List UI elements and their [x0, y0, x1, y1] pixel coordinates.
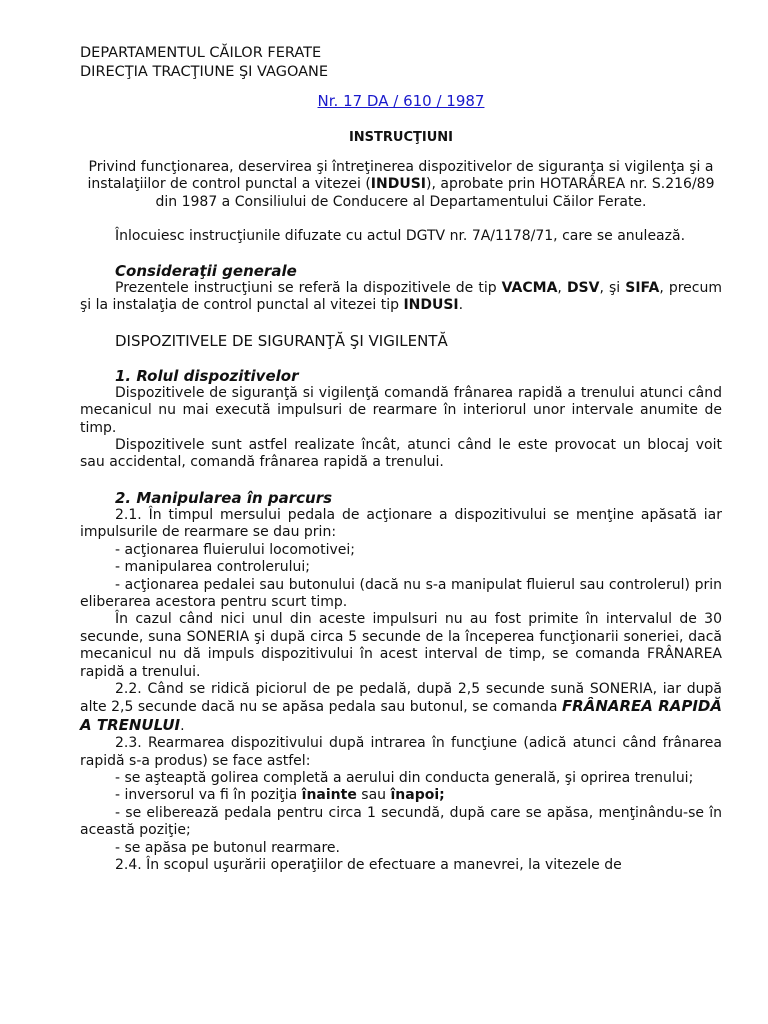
general-sifa: SIFA — [625, 280, 660, 297]
general-indusi: INDUSI — [403, 297, 459, 314]
item-2-2-text: 2.2. Când se ridică piciorul de pe pedală, după 2,5 secunde sună SONERIA, iar după alte 2,5 secunde dacă nu se apăsa pedala sau butonul, se comanda — [80, 680, 722, 716]
item-2-3-b-backward: înapoi; — [390, 787, 445, 804]
document-number-link[interactable]: Nr. 17 DA / 610 / 1987 — [317, 92, 485, 110]
general-heading-text: Consideraţii generale — [115, 261, 297, 280]
intro-text-1: Privind funcţionarea, deservirea şi întreţinerea dispozitivelor de siguranţa si vigilenţa şi a instalaţiilor de control punctal a vitezei ( — [87, 159, 714, 193]
item-2-3-b — [80, 787, 722, 804]
role-heading — [80, 367, 722, 385]
item-2-1: 2.1. În timpul mersului pedala de acţionare a dispozitivului se menţine apăsată iar impulsurile de rearmare se dau prin: — [80, 506, 722, 541]
general-comma-1: , — [557, 280, 567, 297]
general-text-1: Prezentele instrucţiuni se referă la dispozitivele de tip — [115, 280, 502, 297]
item-2-3-d: - se apăsa pe butonul rearmare. — [115, 839, 340, 856]
intro-text-2: ), aprobate prin HOTARÂREA nr. S.216/89 din 1987 a Consiliului de Conducere al Departamentului Căilor Ferate. — [155, 176, 715, 210]
handling-heading-text: 2. Manipularea în parcurs — [115, 488, 333, 507]
item-2-1-b: - manipularea controlerului; — [115, 559, 310, 576]
intro-indusi: INDUSI — [370, 176, 426, 193]
item-2-2 — [80, 681, 722, 735]
item-2-3-c: - se eliberează pedala pentru circa 1 secundă, după care se apăsa, menţinându-se în această poziţie; — [80, 804, 722, 839]
replacement-note: Înlocuiesc instrucţiunile difuzate cu actul DGTV nr. 7A/1178/71, care se anulează. — [115, 228, 686, 245]
general-comma-2: , şi — [599, 280, 626, 297]
item-2-3: 2.3. Rearmarea dispozitivului după intrarea în funcţiune (adică atunci când frânarea rapidă s-a produs) se face astfel: — [80, 735, 722, 769]
general-vacma: VACMA — [501, 280, 558, 297]
intro-paragraph — [80, 159, 722, 211]
item-2-2-emphasis: FRÂNAREA RAPIDĂ A TRENULUI — [80, 697, 722, 734]
directorate-name: DIRECŢIA TRACŢIUNE ŞI VAGOANE — [80, 64, 329, 80]
general-paragraph — [80, 280, 722, 315]
document-page — [80, 44, 722, 874]
item-2-3-b-text: - inversorul va fi în poziţia — [115, 787, 302, 804]
item-2-1-a: - acţionarea fluierului locomotivei; — [115, 541, 355, 558]
handling-heading — [80, 489, 722, 507]
item-2-3-a: - se aşteaptă golirea completă a aerului din conducta generală, şi oprirea trenului; — [115, 769, 694, 786]
item-2-1-d: În cazul când nici unul din aceste impulsuri nu au fost primite în intervalul de 30 secunde, suna SONERIA şi după circa 5 secunde de la începerea funcţionarii soneriei, dacă mecanicul nu dă impuls dispozitivului în acest interval de timp, se comanda FRÂNAREA rapidă a trenului. — [80, 611, 722, 680]
general-dsv: DSV — [566, 280, 600, 297]
item-2-4: 2.4. În scopul uşurării operaţiilor de efectuare a manevrei, la vitezele de — [115, 857, 622, 873]
department-name: DEPARTAMENTUL CĂILOR FERATE — [80, 45, 322, 61]
document-number — [80, 92, 722, 111]
document-title: INSTRUCŢIUNI — [348, 130, 454, 145]
role-paragraph-1: Dispozitivele de siguranţă si vigilenţă comandă frânarea rapidă a trenului atunci când mecanicul nu mai execută impulsuri de rearmare în interiorul unor intervale anumite de timp. — [80, 384, 722, 436]
item-2-1-c: - acţionarea pedalei sau butonului (dacă nu s-a manipulat fluierul sau controlerul) prin eliberarea acestora pentru scurt timp. — [80, 576, 722, 610]
general-text-2: , precum şi la instalaţia de control punctal al vitezei tip — [80, 280, 722, 314]
section-title: DISPOZITIVELE DE SIGURANŢĂ ŞI VIGILENTĂ — [115, 331, 448, 350]
general-text-3: . — [458, 297, 464, 314]
role-heading-text: 1. Rolul dispozitivelor — [115, 366, 299, 385]
item-2-3-b-or: sau — [356, 787, 391, 804]
general-heading — [80, 263, 722, 280]
role-paragraph-2: Dispozitivele sunt astfel realizate încât, atunci când le este provocat un blocaj voit sau accidental, comandă frânarea rapidă a trenului. — [80, 437, 722, 471]
item-2-3-b-forward: înainte — [301, 787, 357, 804]
item-2-2-end: . — [180, 717, 185, 734]
